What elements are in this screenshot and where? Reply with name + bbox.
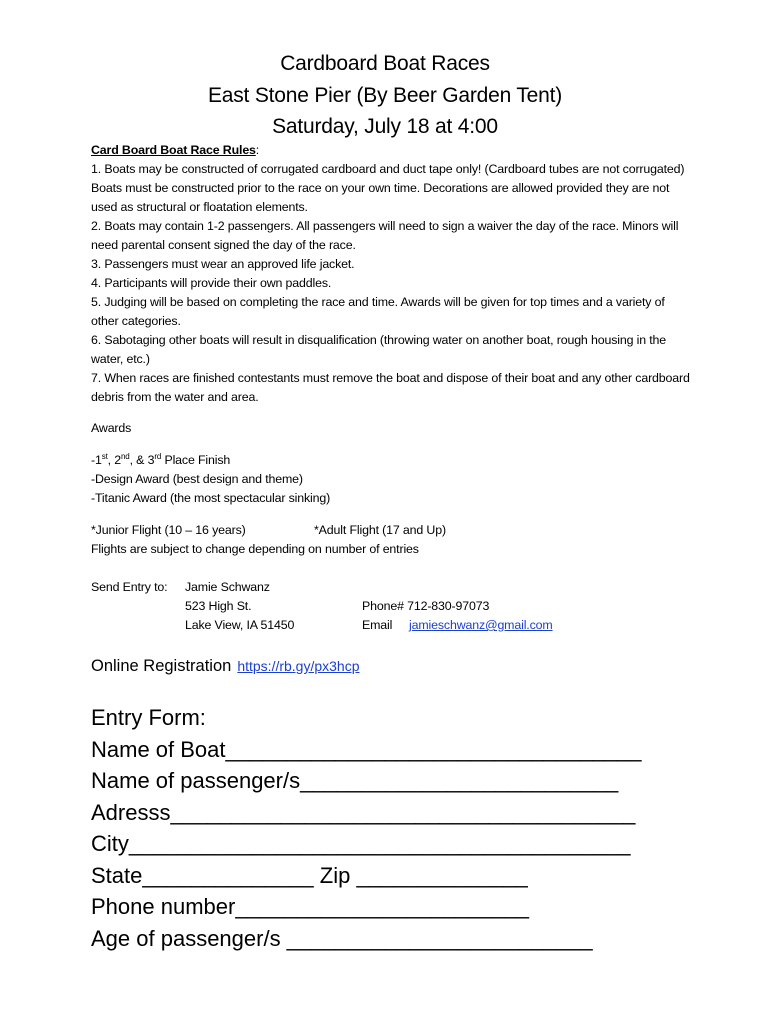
event-location: East Stone Pier (By Beer Garden Tent) bbox=[207, 84, 563, 107]
rule-item-7: 7. When races are finished contestants must remove the boat and dispose of their boat and any other cardboard debris from the water and area. bbox=[91, 371, 690, 404]
boat-name-field[interactable]: Name of Boat__________________________________ bbox=[91, 736, 642, 762]
rules-heading: Card Board Boat Race Rules bbox=[91, 143, 256, 157]
entry-form bbox=[91, 702, 711, 954]
city-field[interactable]: City_________________________________________ bbox=[91, 831, 631, 856]
passenger-name-field[interactable]: Name of passenger/s__________________________ bbox=[91, 768, 619, 793]
zip-field[interactable]: Zip ______________ bbox=[313, 862, 528, 888]
rule-item-5: 5. Judging will be based on completing the race and time. Awards will be given for top times and a variety of other categories. bbox=[91, 295, 665, 328]
address-field[interactable]: Adresss______________________________________ bbox=[91, 799, 636, 825]
rule-item-3: 3. Passengers must wear an approved life jacket. bbox=[91, 257, 355, 271]
rules-section bbox=[91, 141, 691, 407]
contact-name: Jamie Schwanz bbox=[185, 580, 270, 594]
contact-email-link[interactable]: jamieschwanz@gmail.com bbox=[409, 618, 553, 632]
flights-note: Flights are subject to change depending on number of entries bbox=[91, 542, 419, 556]
contact-city: Lake View, IA 51450 bbox=[185, 618, 295, 632]
registration-link[interactable]: https://rb.gy/px3hcp bbox=[237, 658, 360, 674]
junior-flight: *Junior Flight (10 – 16 years) bbox=[91, 523, 246, 537]
award-place: -1st, 2nd, & 3rd Place Finish bbox=[91, 451, 231, 467]
rule-item-6: 6. Sabotaging other boats will result in disqualification (throwing water on another boat, rough housing in the water, etc.) bbox=[91, 333, 667, 366]
send-entry-label: Send Entry to: bbox=[91, 580, 168, 594]
rule-item-1: 1. Boats may be constructed of corrugated cardboard and duct tape only! (Cardboard tubes are not corrugated) Boats must be constructed prior to the race on your own time. Decorations are allowed provided they are not used as structural or floatation elements. bbox=[91, 162, 685, 214]
adult-flight: *Adult Flight (17 and Up) bbox=[314, 523, 446, 537]
event-title: Cardboard Boat Races bbox=[280, 52, 490, 75]
contact-phone: Phone# 712-830-97073 bbox=[362, 599, 490, 613]
online-registration-label: Online Registration bbox=[91, 657, 232, 675]
rule-item-2: 2. Boats may contain 1-2 passengers. All passengers will need to sign a waiver the day of the race. Minors will need parental consent signed the day of the race. bbox=[91, 219, 679, 252]
rules-heading-colon: : bbox=[255, 143, 260, 157]
award-titanic: -Titanic Award (the most spectacular sinking) bbox=[91, 491, 331, 505]
online-registration bbox=[91, 654, 360, 678]
rules-heading-line bbox=[91, 141, 691, 160]
rule-item-4: 4. Participants will provide their own paddles. bbox=[91, 276, 332, 290]
contact-email-label: Email bbox=[362, 618, 393, 632]
contact-street: 523 High St. bbox=[185, 599, 252, 613]
event-date: Saturday, July 18 at 4:00 bbox=[272, 115, 498, 138]
awards-heading: Awards bbox=[91, 421, 132, 435]
age-field[interactable]: Age of passenger/s _________________________ bbox=[91, 925, 593, 951]
phone-field[interactable]: Phone number________________________ bbox=[91, 894, 529, 919]
state-field[interactable]: State______________ bbox=[91, 862, 314, 888]
award-design: -Design Award (best design and theme) bbox=[91, 472, 303, 486]
entry-form-heading: Entry Form: bbox=[91, 705, 206, 730]
state-zip-row bbox=[91, 860, 711, 892]
